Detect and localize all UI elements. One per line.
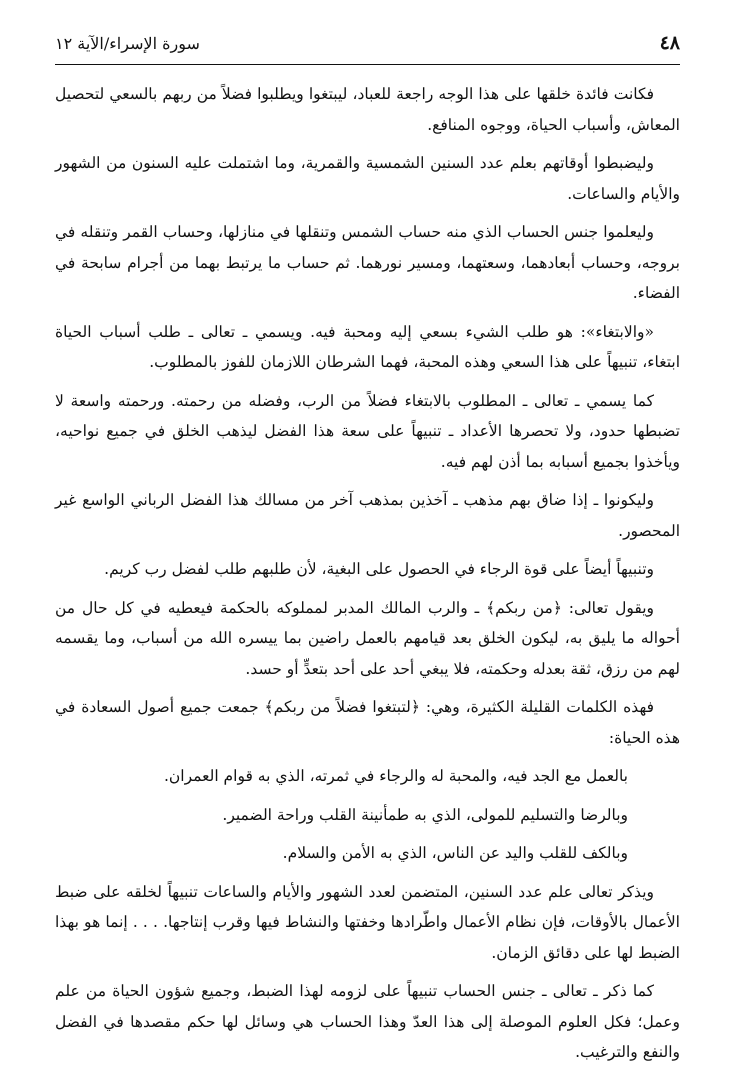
list-item: بالعمل مع الجد فيه، والمحبة له والرجاء في ثمرته، الذي به قوام العمران. — [163, 767, 628, 785]
paragraph: ويقول تعالى: ﴿من ربكم﴾ ـ والرب المالك المدبر لمملوكه بالحكمة فيعطيه في كل حال من أحواله ما يليق به، ليكون الخلق بعد قيامهم بالعمل راضين بما ييسره الله من أسباب، وما يقسمه لهم من رزق، ثقة بعدله وحكمته، فلا يبغي أحد على أحد بتعدٍّ أو حسد. — [55, 598, 680, 678]
running-title: سورة الإسراء/الآية ١٢ — [55, 34, 200, 53]
page-header — [55, 28, 680, 65]
paragraph: ويذكر تعالى علم عدد السنين، المتضمن لعدد الشهور والأيام والساعات تنبيهاً لخلقه على ضبط الأعمال بالأوقات، فإن نظام الأعمال واطّرادها وخفتها والنشاط فيها وقرب إنتاجها. . . . إنما هو بهذا الضبط لها على دقائق الزمان. — [55, 882, 680, 962]
list-item: وبالرضا والتسليم للمولى، الذي به طمأنينة القلب وراحة الضمير. — [222, 805, 628, 824]
paragraph: كما ذكر ـ تعالى ـ جنس الحساب تنبيهاً على لزومه لهذا الضبط، وجميع شؤون الحياة من علم وعمل؛ فكل العلوم الموصلة إلى هذا العدّ وهذا الحساب هي وسائل لها حكم مقصدها في الفضل والنفع والترغيب. — [55, 982, 680, 1061]
paragraph: وليكونوا ـ إذا ضاق بهم مذهب ـ آخذين بمذهب آخر من مسالك هذا الفضل الرباني الواسع غير المحصور. — [55, 491, 680, 540]
paragraph: «والابتغاء»: هو طلب الشيء بسعي إليه ومحبة فيه. ويسمي ـ تعالى ـ طلب أسباب الحياة ابتغاء، تنبيهاً على هذا السعي وهذه المحبة، فهما الشرطان اللازمان للفوز بالمطلوب. — [55, 322, 680, 371]
paragraph: فكانت فائدة خلقها على هذا الوجه راجعة للعباد، ليبتغوا ويطلبوا فضلاً من ربهم بالسعي لتحصيل المعاش، وأسباب الحياة، ووجوه المنافع. — [55, 85, 680, 134]
paragraph: كما يسمي ـ تعالى ـ المطلوب بالابتغاء فضلاً من الرب، وفضله من رحمته. ورحمته واسعة لا تضبطها حدود، ولا تحصرها الأعداد ـ تنبيهاً على سعة هذا الفضل ليذهب الخلق في جميع نواحيه، ويأخذوا بجميع أسبابه بما أذن لهم فيه. — [55, 391, 680, 471]
page-number: ٤٨ — [659, 32, 680, 54]
paragraph: وليعلموا جنس الحساب الذي منه حساب الشمس وتنقلها في منازلها، وحساب القمر وتنقله في بروجه، وحساب أبعادهما، وسعتهما، ومسير نورهما. ثم حساب ما يرتبط بهما من أجرام سابحة في الفضاء. — [55, 223, 680, 302]
paragraph: وتنبيهاً أيضاً على قوة الرجاء في الحصول على البغية، لأن طلبهم طلب لفضل رب كريم. — [104, 560, 654, 578]
page-body — [55, 79, 680, 1068]
paragraph: فهذه الكلمات القليلة الكثيرة، وهي: ﴿لتبتغوا فضلاً من ربكم﴾ جمعت جميع أصول السعادة في هذه الحياة: — [55, 698, 680, 747]
paragraph: وليضبطوا أوقاتهم بعلم عدد السنين الشمسية والقمرية، وما اشتملت عليه السنون من الشهور والأيام والساعات. — [55, 154, 680, 203]
list-item: وبالكف للقلب واليد عن الناس، الذي به الأمن والسلام. — [282, 844, 628, 862]
document-page — [55, 28, 680, 1068]
